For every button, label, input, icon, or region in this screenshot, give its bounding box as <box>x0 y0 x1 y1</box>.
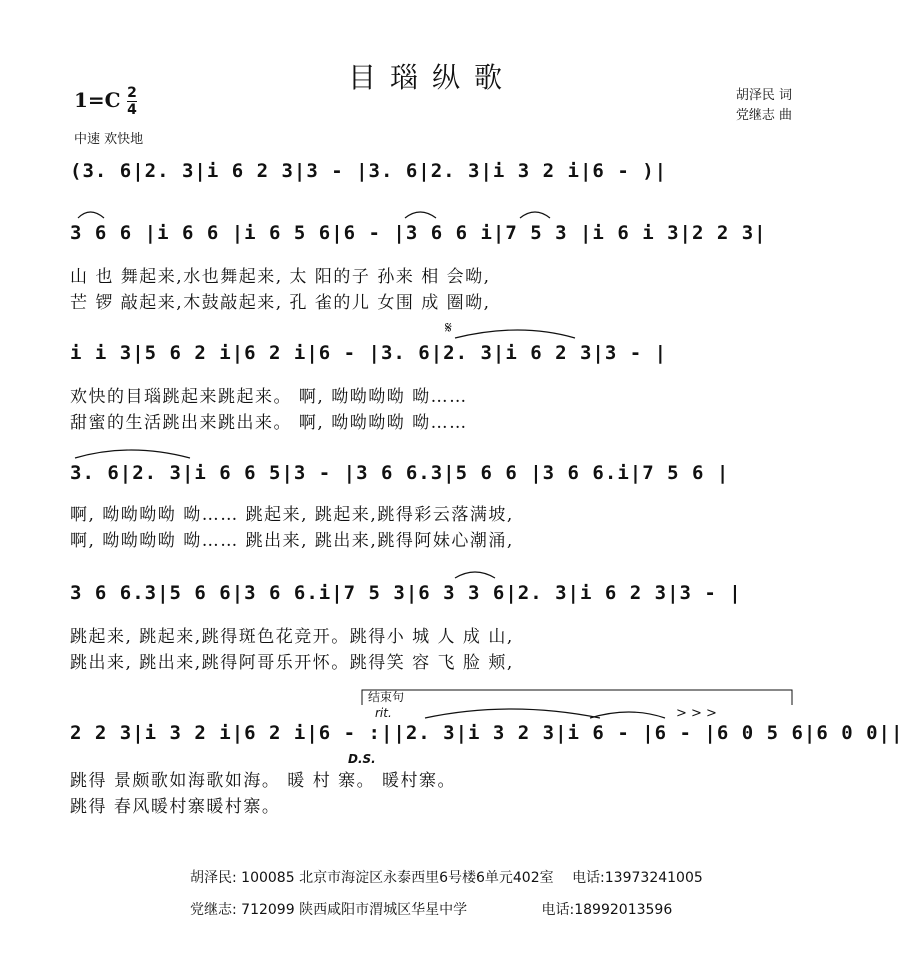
lyric-line-4-verse-2: 啊, 呦呦呦呦 呦…… 跳出来, 跳出来,跳得阿妹心潮涌, <box>70 531 514 551</box>
song-title: 目瑙纵歌 <box>347 61 516 94</box>
lyric-line-5-verse-1: 跳起来, 跳起来,跳得斑色花竞开。跳得小 城 人 成 山, <box>70 627 514 647</box>
accent-marks: > > > <box>676 706 717 721</box>
footer-address: 100085 北京市海淀区永泰西里6号楼6单元402室 <box>241 870 554 886</box>
lyric-line-5-verse-2: 跳出来, 跳出来,跳得阿哥乐开怀。跳得笑 容 飞 脸 颊, <box>70 653 514 673</box>
tempo-marking: 中速 欢快地 <box>74 132 144 147</box>
lyric-line-2-verse-2: 芒 锣 敲起来,木鼓敲起来, 孔 雀的儿 女围 成 圈呦, <box>70 293 491 313</box>
lyricist-credit: 胡泽民 词 <box>735 88 792 103</box>
lyric-line-2-verse-1: 山 也 舞起来,水也舞起来, 太 阳的子 孙来 相 会呦, <box>70 267 491 287</box>
footer-contact-1 <box>190 867 703 887</box>
dal-segno-mark: D.S. <box>348 752 376 766</box>
staff-line-5: 3 6 6.3|5 6 6|3 6 6.i|7 5 3|6 3 3 6|2. 3|i 6 2 3|3 - | <box>70 582 742 604</box>
time-denominator: 4 <box>127 102 137 118</box>
staff-line-1: (3. 6|2. 3|i 6 2 3|3 - |3. 6|2. 3|i 3 2 i|6 - )| <box>70 160 668 182</box>
footer-name: 胡泽民: <box>190 870 237 886</box>
lyric-line-3-verse-2: 甜蜜的生活跳出来跳出来。 啊, 呦呦呦呦 呦…… <box>70 413 468 433</box>
footer-phone: 电话:13973241005 <box>572 870 703 886</box>
staff-line-3: i i 3|5 6 2 i|6 2 i|6 - |3. 6|2. 3|i 6 2 3|3 - | <box>70 342 668 364</box>
ritardando-mark: rit. <box>375 706 392 720</box>
staff-line-2: 3 6 6 |i 6 6 |i 6 5 6|6 - |3 6 6 i|7 5 3 |i 6 i 3|2 2 3| <box>70 222 767 244</box>
time-numerator: 2 <box>127 85 137 101</box>
footer-phone: 电话:18992013596 <box>541 902 673 918</box>
lyric-line-6-verse-1: 跳得 景颇歌如海歌如海。 暖 村 寨。 暖村寨。 <box>70 771 457 791</box>
footer-name: 党继志: <box>190 902 237 918</box>
lyric-line-6-verse-2: 跳得 春风暖村寨暖村寨。 <box>70 797 281 817</box>
lyric-line-3-verse-1: 欢快的目瑙跳起来跳起来。 啊, 呦呦呦呦 呦…… <box>70 387 468 407</box>
footer-contact-2 <box>190 899 672 919</box>
composer-credit: 党继志 曲 <box>735 108 792 123</box>
staff-line-6: 2 2 3|i 3 2 i|6 2 i|6 - :||2. 3|i 3 2 3|i 6 - |6 - |6 0 5 6|6 0 0|| <box>70 722 903 744</box>
ending-label: 结束句 <box>368 690 405 704</box>
staff-line-4: 3. 6|2. 3|i 6 6 5|3 - |3 6 6.3|5 6 6 |3 6 6.i|7 5 6 | <box>70 462 730 484</box>
footer-address: 712099 陕西咸阳市渭城区华星中学 <box>241 902 468 918</box>
key-signature: 1=C <box>74 88 121 112</box>
lyric-line-4-verse-1: 啊, 呦呦呦呦 呦…… 跳起来, 跳起来,跳得彩云落满坡, <box>70 505 514 525</box>
segno-sign: 𝄋 <box>445 318 452 337</box>
